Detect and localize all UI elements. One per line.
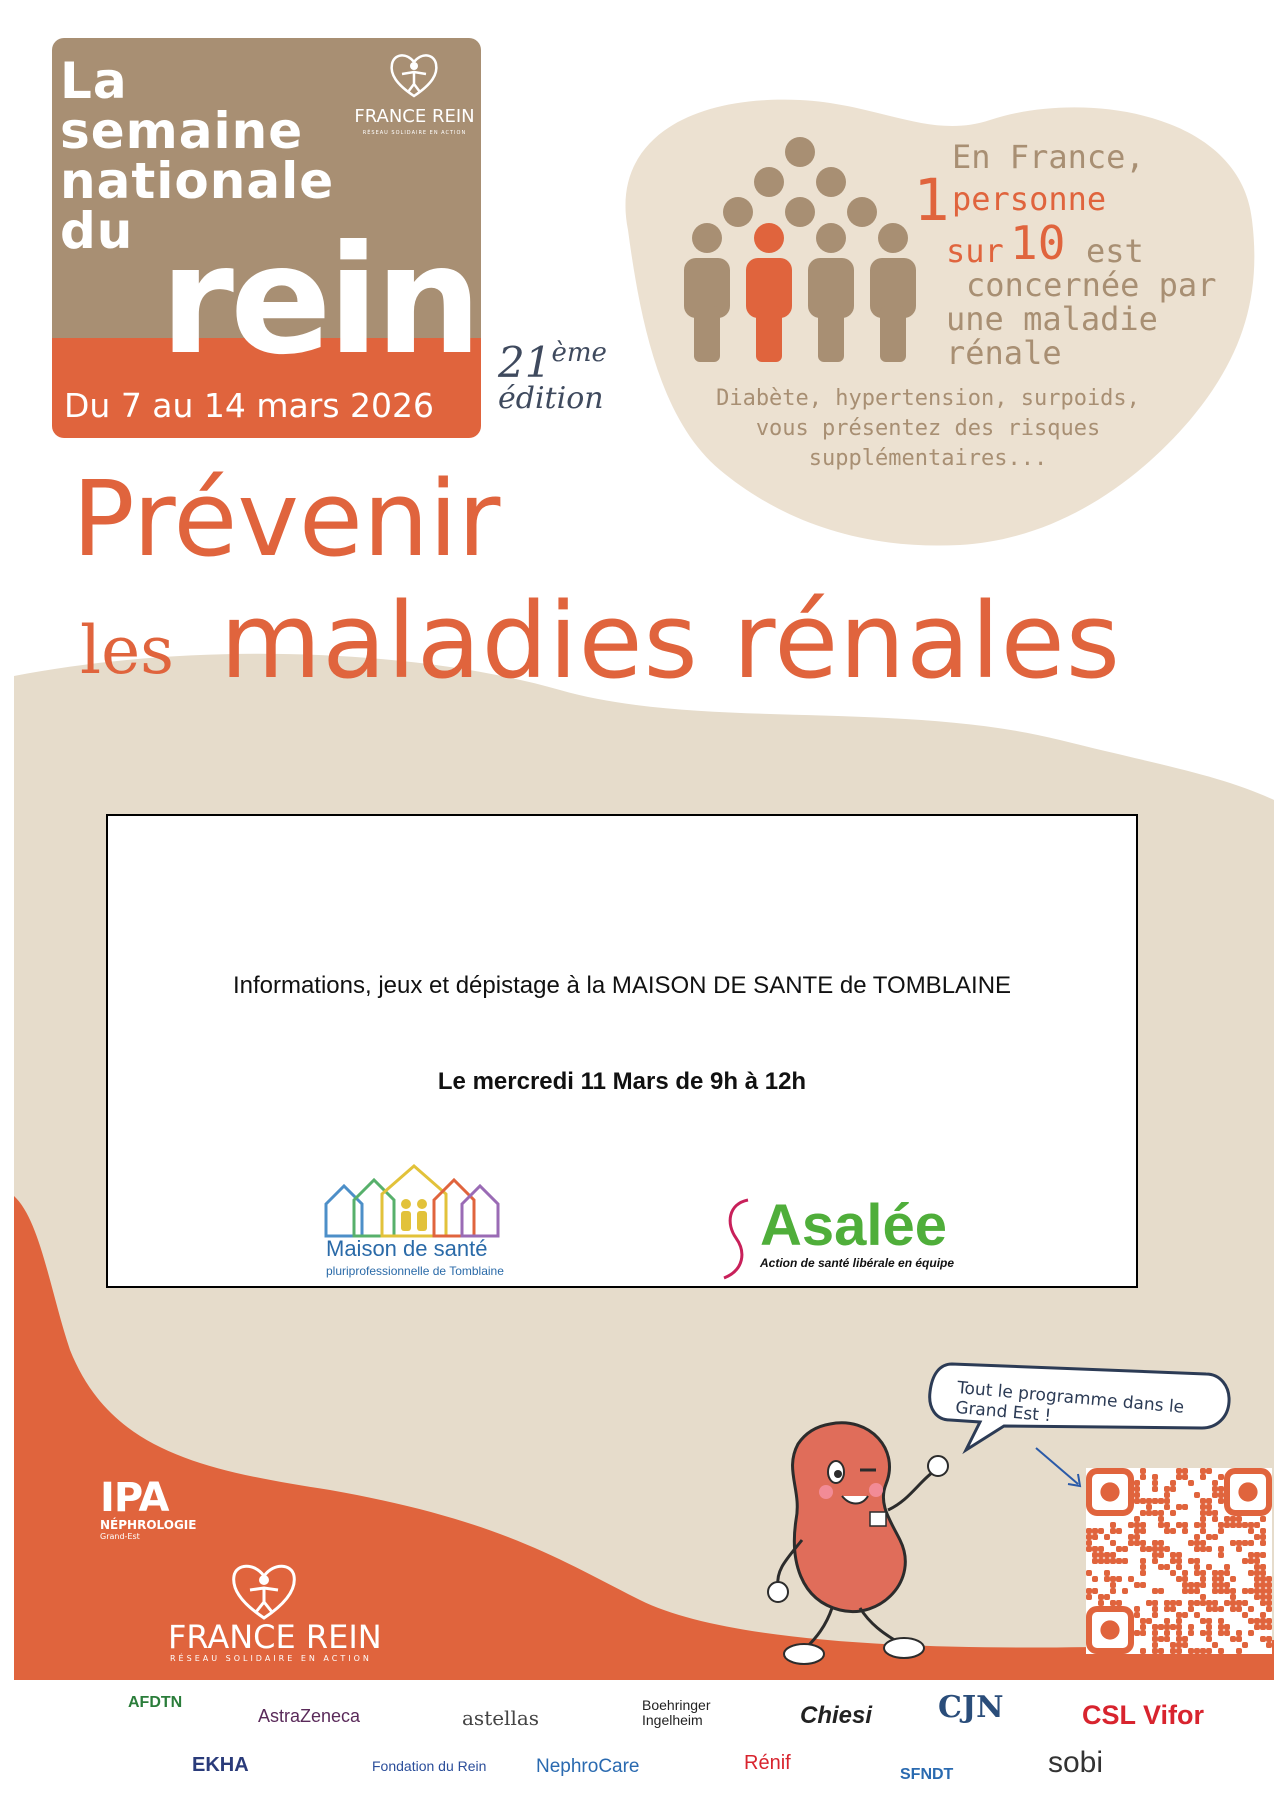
partner-sobi: sobi xyxy=(1048,1746,1104,1779)
title-line-4: du xyxy=(60,202,134,260)
title-rein: rein xyxy=(160,214,478,388)
ipa-name: IPA xyxy=(100,1475,169,1521)
headline-line-1: Prévenir xyxy=(72,458,501,580)
partner-astellas: astellas xyxy=(462,1706,540,1730)
stat-line-4: une maladie xyxy=(946,300,1158,338)
edition-suffix: ème xyxy=(551,338,607,368)
event-info-box xyxy=(106,814,1138,1288)
stat-est: est xyxy=(1086,232,1144,270)
qr-code[interactable] xyxy=(1086,1468,1272,1654)
title-line-1: La xyxy=(60,52,128,110)
risk-line-1: Diabète, hypertension, surpoids, xyxy=(716,386,1140,411)
stat-line-1: En France, xyxy=(952,138,1145,176)
stat-line-2: personne xyxy=(952,180,1107,218)
event-title-block xyxy=(52,38,481,438)
stat-sur: sur xyxy=(946,232,1004,270)
stat-line-3: concernée par xyxy=(966,266,1217,304)
people-infographic-icon xyxy=(680,136,920,366)
partner-renif: Rénif xyxy=(744,1752,791,1774)
bubble-text: Tout le programme dans le Grand Est ! xyxy=(954,1378,1185,1427)
partner-nephrocare: NephroCare xyxy=(536,1756,640,1777)
france-rein-heart-icon xyxy=(352,44,477,104)
event-date-text: Le mercredi 11 Mars de 9h à 12h xyxy=(437,1068,807,1095)
event-info-text: Informations, jeux et dépistage à la MAISON DE SANTE de TOMBLAINE xyxy=(232,972,1012,999)
france-rein-name-top: FRANCE REIN xyxy=(354,106,475,127)
france-rein-logo-top xyxy=(352,44,477,154)
maison-de-sante-sub: pluriprofessionnelle de Tomblaine xyxy=(326,1264,504,1278)
partner-boehringer: Boehringer Ingelheim xyxy=(642,1697,711,1728)
maison-de-sante-houses-icon xyxy=(322,1164,504,1240)
france-rein-tagline-bottom: RÉSEAU SOLIDAIRE EN ACTION xyxy=(170,1654,372,1663)
partner-sfndt: SFNDT xyxy=(900,1766,954,1783)
partner-chiesi: Chiesi xyxy=(800,1702,873,1729)
partner-fondation-du-rein: Fondation du Rein xyxy=(372,1758,487,1774)
title-line-2: semaine xyxy=(60,102,304,160)
partner-afdtn: AFDTN xyxy=(128,1694,183,1711)
stat-number-one: 1 xyxy=(914,166,951,234)
asalee-sub: Action de santé libérale en équipe xyxy=(760,1256,955,1270)
qr-code-pattern xyxy=(1086,1468,1272,1654)
title-line-3: nationale xyxy=(60,152,335,210)
france-rein-tagline-top: RÉSEAU SOLIDAIRE EN ACTION xyxy=(362,130,467,136)
france-rein-name-bottom: FRANCE REIN xyxy=(168,1618,382,1656)
edition-word: édition xyxy=(498,381,604,416)
partner-ekha: EKHA xyxy=(192,1754,249,1776)
asalee-swirl-icon xyxy=(718,1194,758,1284)
risk-line-3: supplémentaires... xyxy=(808,446,1048,471)
arrow-icon xyxy=(1030,1444,1090,1492)
edition-label xyxy=(498,338,607,416)
ipa-sub: NÉPHROLOGIE xyxy=(100,1518,197,1532)
stat-ten: 10 xyxy=(1010,216,1066,270)
edition-number: 21 xyxy=(498,338,552,387)
ipa-nephrologie-logo xyxy=(100,1475,197,1542)
headline-line-2: maladies rénales xyxy=(220,580,1121,702)
partner-cjn: CJN xyxy=(938,1690,1004,1725)
partner-astrazeneca: AstraZeneca xyxy=(258,1706,361,1726)
stat-line-5: rénale xyxy=(946,334,1062,372)
asalee-name: Asalée xyxy=(760,1193,948,1258)
headline-les: les xyxy=(80,612,175,689)
maison-de-sante-name: Maison de santé xyxy=(326,1236,488,1261)
partner-csl-vifor: CSL Vifor xyxy=(1082,1700,1205,1730)
risk-line-2: vous présentez des risques xyxy=(755,416,1101,441)
partner-band xyxy=(0,1680,1274,1804)
event-dates: Du 7 au 14 mars 2026 xyxy=(64,386,435,425)
ipa-region: Grand-Est xyxy=(100,1532,140,1541)
france-rein-heart-icon-bottom xyxy=(224,1558,304,1624)
